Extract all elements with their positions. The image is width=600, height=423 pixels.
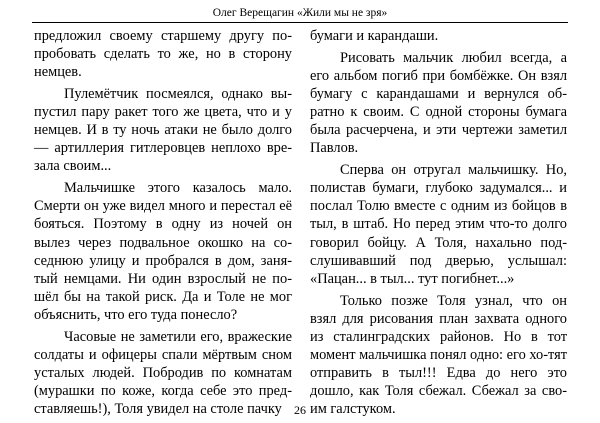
page-number: 26 — [294, 403, 306, 417]
right-text-column — [310, 27, 567, 418]
paragraph: Только позже Толя узнал, что он взял для рисования план захвата одного из сталинградских районов. Но в тот момент мальчишка понял одно: его хо-тят отправить в тыл!!! Едва до него это дошло, как Толя сбежал. Сбежал за сво-им галстуком. — [310, 292, 568, 417]
running-header: Олег Верещагин «Жили мы не зря» — [212, 7, 388, 19]
paragraph: бумаги и карандаши. — [310, 28, 439, 44]
paragraph: Мальчишке этого казалось мало. Смерти он уже видел много и перестал её бояться. Поэтому в одну из ночей он вылез через подвальное окошко на со-седнюю улицу и пробрался в дом, заня-тый немцами. Ни один взрослый не по-шёл бы на такой риск. Да и Толе не мог объяснить, что его туда понесло? — [34, 180, 292, 323]
paragraph: Рисовать мальчик любил всегда, а его альбом погиб при бомбёжке. Он взял бумагу с карандашами и вернулся об-ратно к своим. С одной стороны бумага была расчерчена, и эти чертежи заметил Павлов. — [310, 50, 567, 157]
paragraph: Сперва он отругал мальчишку. Но, полистав бумаги, глубоко задумался... и послал Толю вместе с одним из бойцов в тыл, в штаб. Но перед этим что-то долго говорил бойцу. А Толя, нахально под-слушивавший под дверью, услышал: «Пацан... в тыл... тут погибнет...» — [310, 162, 567, 287]
header-divider — [32, 22, 568, 23]
paragraph: Пулемётчик посмеялся, однако вы-пустил пару ракет того же цвета, что и у немцев. И в ту ночь атаки не было долго — артиллерия гитлеровцев неплохо вре-зала своим... — [34, 86, 292, 175]
paragraph: предложил своему старшему другу по-пробовать сделать то же, но в сторону немцев. — [34, 28, 292, 81]
left-text-column — [34, 27, 292, 418]
paragraph: Часовые не заметили его, вражеские солдаты и офицеры спали мёртвым сном усталых людей. Побродив по комнатам (мурашки по коже, когда себе это пред-ставляешь!), Толя увидел на столе пачку — [34, 328, 292, 417]
